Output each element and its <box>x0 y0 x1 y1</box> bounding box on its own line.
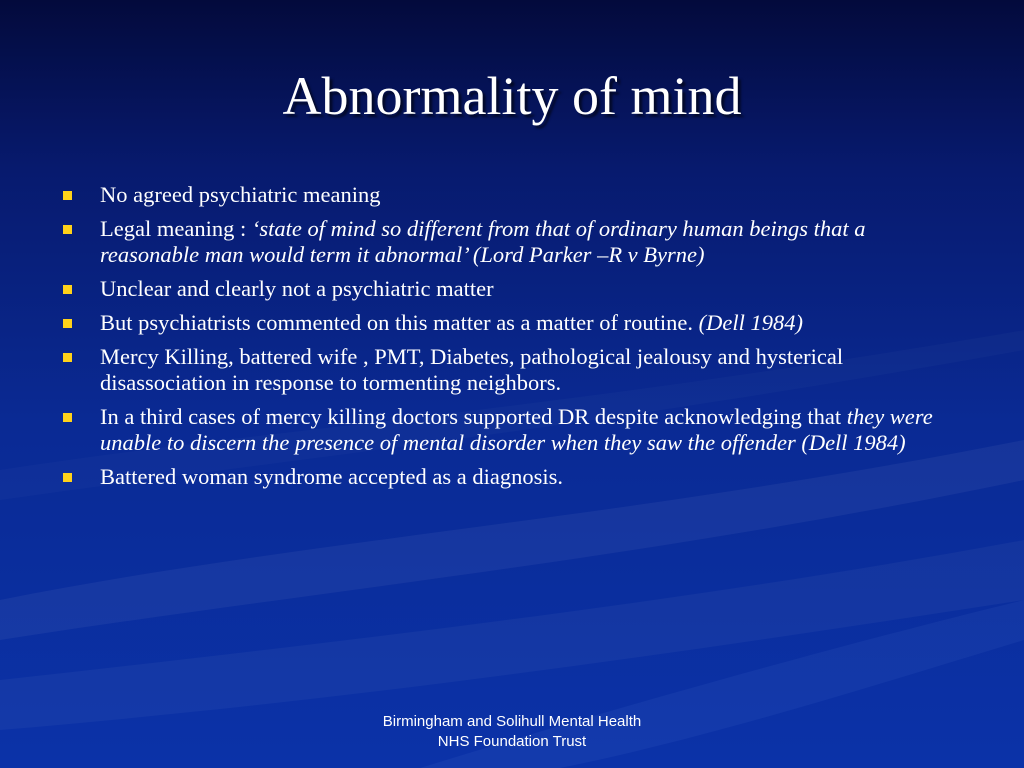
bullet-item <box>60 344 960 396</box>
bullet-square-icon <box>63 413 72 422</box>
bullet-list <box>60 182 960 498</box>
slide-title: Abnormality of mind <box>282 66 742 126</box>
bullet-text: Legal meaning : <box>100 216 252 241</box>
bullet-square-icon <box>63 285 72 294</box>
bullet-square-icon <box>63 319 72 328</box>
bullet-item <box>60 310 960 336</box>
bullet-item <box>60 404 960 456</box>
bullet-text: Battered woman syndrome accepted as a diagnosis. <box>100 464 563 489</box>
footer-organization <box>0 712 1024 752</box>
bullet-square-icon <box>63 353 72 362</box>
bullet-item <box>60 464 960 490</box>
bullet-italic-quote: they were unable to discern the presence of mental disorder when they saw the offender (Dell 1984) <box>100 404 933 455</box>
bullet-italic-quote: ‘state of mind so different from that of ordinary human beings that a reasonable man would term it abnormal’ (Lord Parker –R v Byrne) <box>100 216 866 267</box>
bullet-text: No agreed psychiatric meaning <box>100 182 381 207</box>
footer-line-1: Birmingham and Solihull Mental Health <box>382 713 642 730</box>
bullet-text: In a third cases of mercy killing doctors supported DR despite acknowledging that <box>100 404 847 429</box>
bullet-text: But psychiatrists commented on this matter as a matter of routine. <box>100 310 699 335</box>
bullet-italic-citation: (Dell 1984) <box>698 310 803 335</box>
bullet-item <box>60 216 960 268</box>
bullet-text: Mercy Killing, battered wife , PMT, Diabetes, pathological jealousy and hysterical disassociation in response to tormenting neighbors. <box>100 344 844 395</box>
bullet-square-icon <box>63 191 72 200</box>
bullet-square-icon <box>63 225 72 234</box>
bullet-text: Unclear and clearly not a psychiatric matter <box>100 276 494 301</box>
bullet-item <box>60 182 960 208</box>
bullet-square-icon <box>63 473 72 482</box>
footer-line-2: NHS Foundation Trust <box>437 733 587 750</box>
bullet-item <box>60 276 960 302</box>
